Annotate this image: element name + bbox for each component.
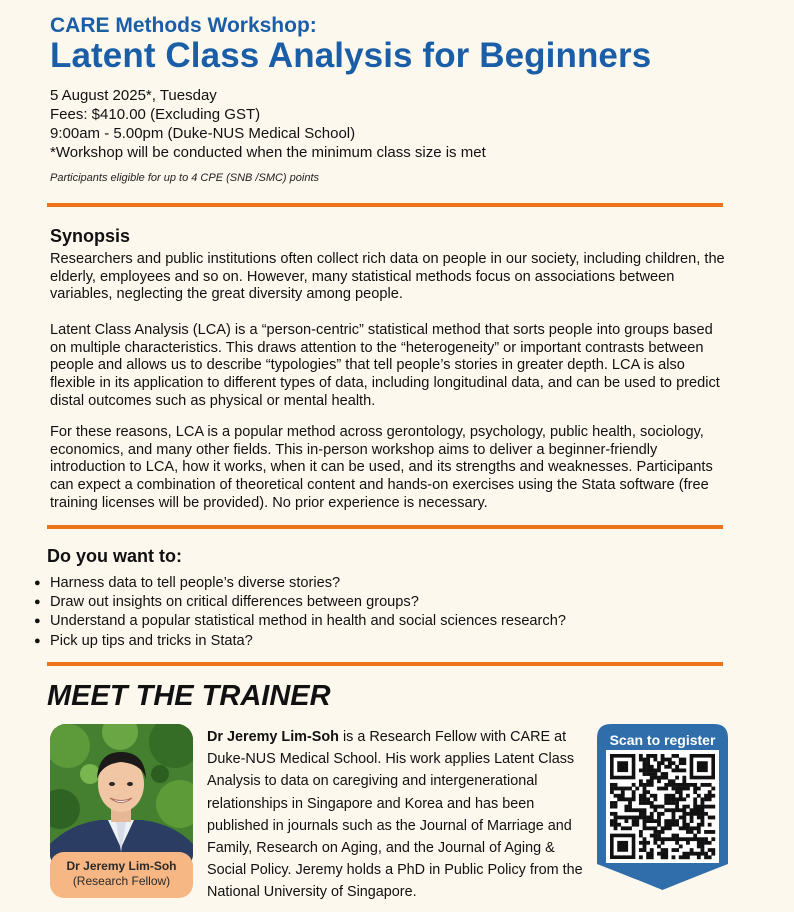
synopsis-paragraph-2: Latent Class Analysis (LCA) is a “person-centric” statistical method that sorts people into groups based on multiple characteristics. This draws attention to the “heterogeneity” or important contrasts between people and allows us to describe “typologies” that tell people’s stories in greater depth. LCA is also flexible in its application to different types of data, including longitudinal data, and can be used to predict distal outcomes such as physical or mental health. xyxy=(50,322,720,409)
want-heading: Do you want to: xyxy=(47,546,182,566)
bio-line: Social Policy. Jeremy holds a PhD in Public Policy from the xyxy=(207,862,583,879)
event-date: 5 August 2025*, Tuesday xyxy=(50,87,217,104)
bio-line: Duke-NUS Medical School. His work applies Latent Class xyxy=(207,751,575,768)
bio-line: relationships in Singapore and Korea and has been xyxy=(207,795,535,812)
list-item-text: Draw out insights on critical differences between groups? xyxy=(50,594,419,611)
trainer-role: (Research Fellow) xyxy=(72,874,171,888)
bio-line xyxy=(207,726,597,748)
workshop-series-title: CARE Methods Workshop: xyxy=(50,14,317,37)
trainer-photo xyxy=(50,724,193,870)
list-item xyxy=(34,574,566,593)
divider-bottom xyxy=(47,662,723,666)
bio-line: National University of Singapore. xyxy=(207,884,417,901)
event-details xyxy=(50,86,486,162)
trainer-portrait-image xyxy=(50,724,193,870)
bullet-icon: ● xyxy=(34,615,41,628)
bullet-icon: ● xyxy=(34,577,41,589)
want-list xyxy=(34,574,566,651)
register-label: Scan to register xyxy=(609,732,716,748)
bio-line: Analysis to data on caregiving and intergenerational xyxy=(207,773,538,790)
event-time-venue: 9:00am - 5.00pm (Duke-NUS Medical School) xyxy=(50,125,356,142)
list-item-text: Understand a popular statistical method in health and social sciences research? xyxy=(50,613,566,630)
bullet-icon: ● xyxy=(34,634,41,647)
divider-middle xyxy=(47,525,723,529)
list-item xyxy=(34,612,566,631)
cpe-note: Participants eligible for up to 4 CPE (SNB /SMC) points xyxy=(50,172,320,184)
list-item-text: Pick up tips and tricks in Stata? xyxy=(50,632,253,649)
qr-code-icon xyxy=(606,750,719,863)
synopsis-heading: Synopsis xyxy=(50,226,131,246)
bio-line: published in journals such as the Journal of Marriage and xyxy=(207,817,572,834)
trainer-bio xyxy=(207,726,597,904)
trainer-name: Dr Jeremy Lim-Soh xyxy=(66,859,177,873)
event-fees: Fees: $410.00 (Excluding GST) xyxy=(50,106,261,123)
workshop-title: Latent Class Analysis for Beginners xyxy=(50,36,652,75)
register-qr-code[interactable] xyxy=(606,750,719,863)
list-item xyxy=(34,593,566,612)
bio-trainer-name: Dr Jeremy Lim-Soh xyxy=(207,729,339,745)
synopsis-paragraph-1: Researchers and public institutions often collect rich data on people in our society, including children, the elderly, employees and so on. However, many statistical methods focus on associations between variables, neglecting the great diversity among people. xyxy=(50,251,725,303)
bullet-icon: ● xyxy=(34,596,41,609)
list-item xyxy=(34,632,566,651)
trainer-name-badge xyxy=(50,852,193,898)
event-note: *Workshop will be conducted when the minimum class size is met xyxy=(50,144,486,161)
trainer-heading: MEET THE TRAINER xyxy=(47,680,331,712)
divider-top xyxy=(47,203,723,207)
list-item-text: Harness data to tell people’s diverse stories? xyxy=(50,575,341,591)
bio-line-text: is a Research Fellow with CARE at xyxy=(338,729,567,745)
synopsis-paragraph-3: For these reasons, LCA is a popular method across gerontology, psychology, public health, sociology, economics, and many other fields. This in-person workshop aims to deliver a beginner-friendly introduction to LCA, how it works, when it can be used, and its strengths and weaknesses. Participants can expect a combination of theoretical content and hands-on exercises using the Stata software (free training licenses will be provided). No prior experience is necessary. xyxy=(50,424,713,511)
bio-line: Family, Research on Aging, and the Journal of Aging & xyxy=(207,840,555,857)
